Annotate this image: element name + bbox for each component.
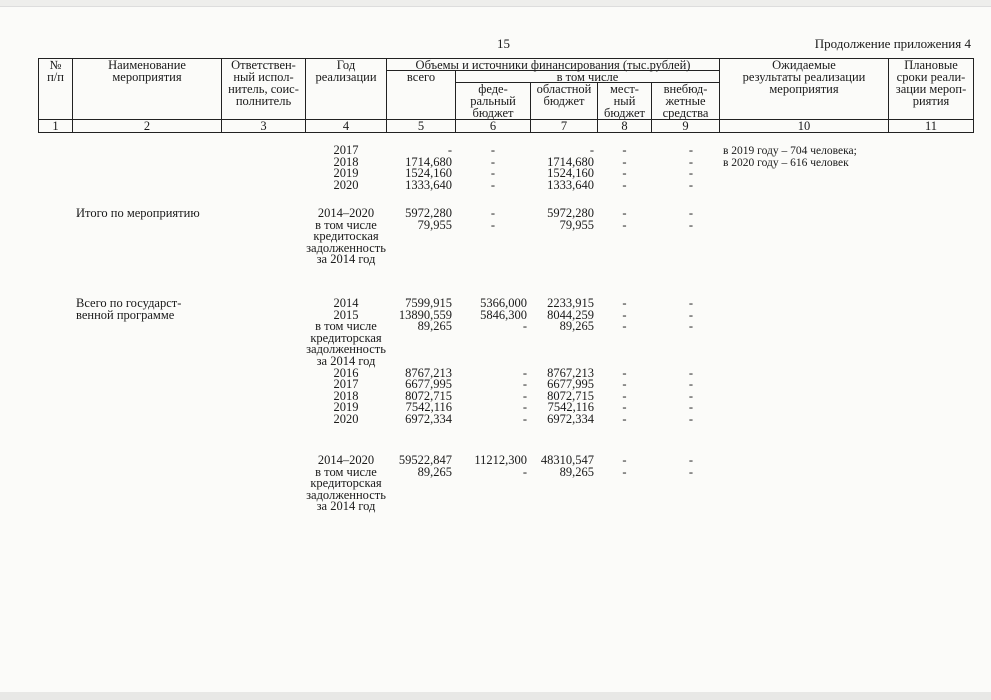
block3-local: - - - - - - - -	[622, 296, 627, 426]
block3-regional: 2233,915 8044,259 89,265 8767,213 6677,995 8072,715 7542,116 6972,334	[547, 296, 594, 426]
header-col-2	[72, 58, 222, 120]
block2-regional: 5972,280 79,955	[547, 206, 594, 232]
header-funding-label: Объемы и источники финансирования (тыс.рублей)	[415, 58, 691, 72]
header-responsible-label: Ответствен- ный испол- нитель, соис- полнитель	[228, 58, 299, 108]
block1-federal: - - - -	[490, 143, 496, 192]
block1-total: - 1714,680 1524,160 1333,640	[405, 143, 452, 192]
number-row-9	[651, 119, 720, 133]
block4-years: 2014–2020 в том числе кредиторская задолженность за 2014 год	[306, 453, 386, 514]
block1-local: - - - -	[622, 143, 627, 192]
header-results-label: Ожидаемые результаты реализации мероприятия	[742, 58, 866, 96]
block4-extrabudget: - -	[688, 453, 693, 479]
number-cell: 11	[924, 119, 938, 133]
number-cell: 7	[560, 119, 568, 133]
number-row-8	[597, 119, 652, 133]
header-regional-label: областной бюджет	[536, 82, 592, 108]
number-row-6	[455, 119, 531, 133]
block2-name: Итого по мероприятию	[76, 206, 200, 220]
block4-regional: 48310,547 89,265	[540, 453, 594, 479]
number-row-5	[386, 119, 456, 133]
header-year-label: Год реализации	[315, 58, 377, 84]
number-cell: 9	[682, 119, 689, 133]
header-including-label: в том числе	[556, 70, 619, 84]
number-cell: 4	[342, 119, 350, 133]
block1-results: в 2019 году – 704 человека; в 2020 году – 616 человек	[723, 145, 857, 169]
block2-years: 2014–2020 в том числе кредитоская задолженность за 2014 год	[306, 206, 386, 267]
header-local-label: мест- ный бюджет	[604, 82, 645, 120]
header-regional	[530, 82, 598, 120]
number-row-4	[305, 119, 387, 133]
number-cell: 2	[143, 119, 151, 133]
continuation-caption: Продолжение приложения 4	[814, 36, 971, 51]
header-col-3	[221, 58, 306, 120]
number-cell: 8	[621, 119, 628, 133]
block2-extrabudget: - -	[688, 206, 693, 232]
block3-name: Всего по государст- венной программе	[76, 296, 182, 322]
number-cell: 6	[489, 119, 497, 133]
page-edge-top	[0, 0, 991, 7]
header-local	[597, 82, 652, 120]
header-federal-label: феде- ральный бюджет	[470, 82, 516, 120]
block3-extrabudget: - - - - - - - -	[688, 296, 693, 426]
header-col-4	[305, 58, 387, 120]
header-total-label: всего	[406, 70, 436, 84]
block2-local: - -	[622, 206, 627, 232]
number-row-10	[719, 119, 889, 133]
block1-years: 2017 2018 2019 2020	[333, 143, 359, 192]
block1-regional: - 1714,680 1524,160 1333,640	[547, 143, 594, 192]
header-federal	[455, 82, 531, 120]
block4-federal: 11212,300 -	[474, 453, 527, 479]
block2-federal: - -	[490, 206, 496, 232]
header-num-label: № п/п	[47, 58, 64, 84]
page-number: 15	[497, 36, 510, 51]
number-cell: 3	[260, 119, 267, 133]
header-total	[386, 70, 456, 120]
block3-years: 2014 2015 в том числе кредиторская задолженность за 2014 год 2016 2017 2018 2019 2020	[306, 296, 386, 426]
number-row-11	[888, 119, 974, 133]
block3-total: 7599,915 13890,559 89,265 8767,213 6677,995 8072,715 7542,116 6972,334	[398, 296, 452, 426]
block1-extrabudget: - - - -	[688, 143, 693, 192]
header-extrabudget	[651, 82, 720, 120]
number-row-2	[72, 119, 222, 133]
page-edge-bottom	[0, 692, 991, 700]
number-cell: 1	[52, 119, 59, 133]
number-row-7	[530, 119, 598, 133]
header-extrabudget-label: внебюд- жетные средства	[662, 82, 709, 120]
header-col-11	[888, 58, 974, 120]
header-col-10	[719, 58, 889, 120]
number-cell: 5	[417, 119, 425, 133]
number-row-1	[38, 119, 73, 133]
block3-federal: 5366,000 5846,300 - - - - - -	[480, 296, 527, 426]
number-row-3	[221, 119, 306, 133]
block4-local: - -	[622, 453, 627, 479]
header-col-1	[38, 58, 73, 120]
block2-total: 5972,280 79,955	[405, 206, 452, 232]
number-cell: 10	[797, 119, 811, 133]
block4-total: 59522,847 89,265	[398, 453, 452, 479]
header-deadline-label: Плановые сроки реали- зации мероп- риятия	[895, 58, 967, 108]
header-name-label: Наименование мероприятия	[108, 58, 186, 84]
